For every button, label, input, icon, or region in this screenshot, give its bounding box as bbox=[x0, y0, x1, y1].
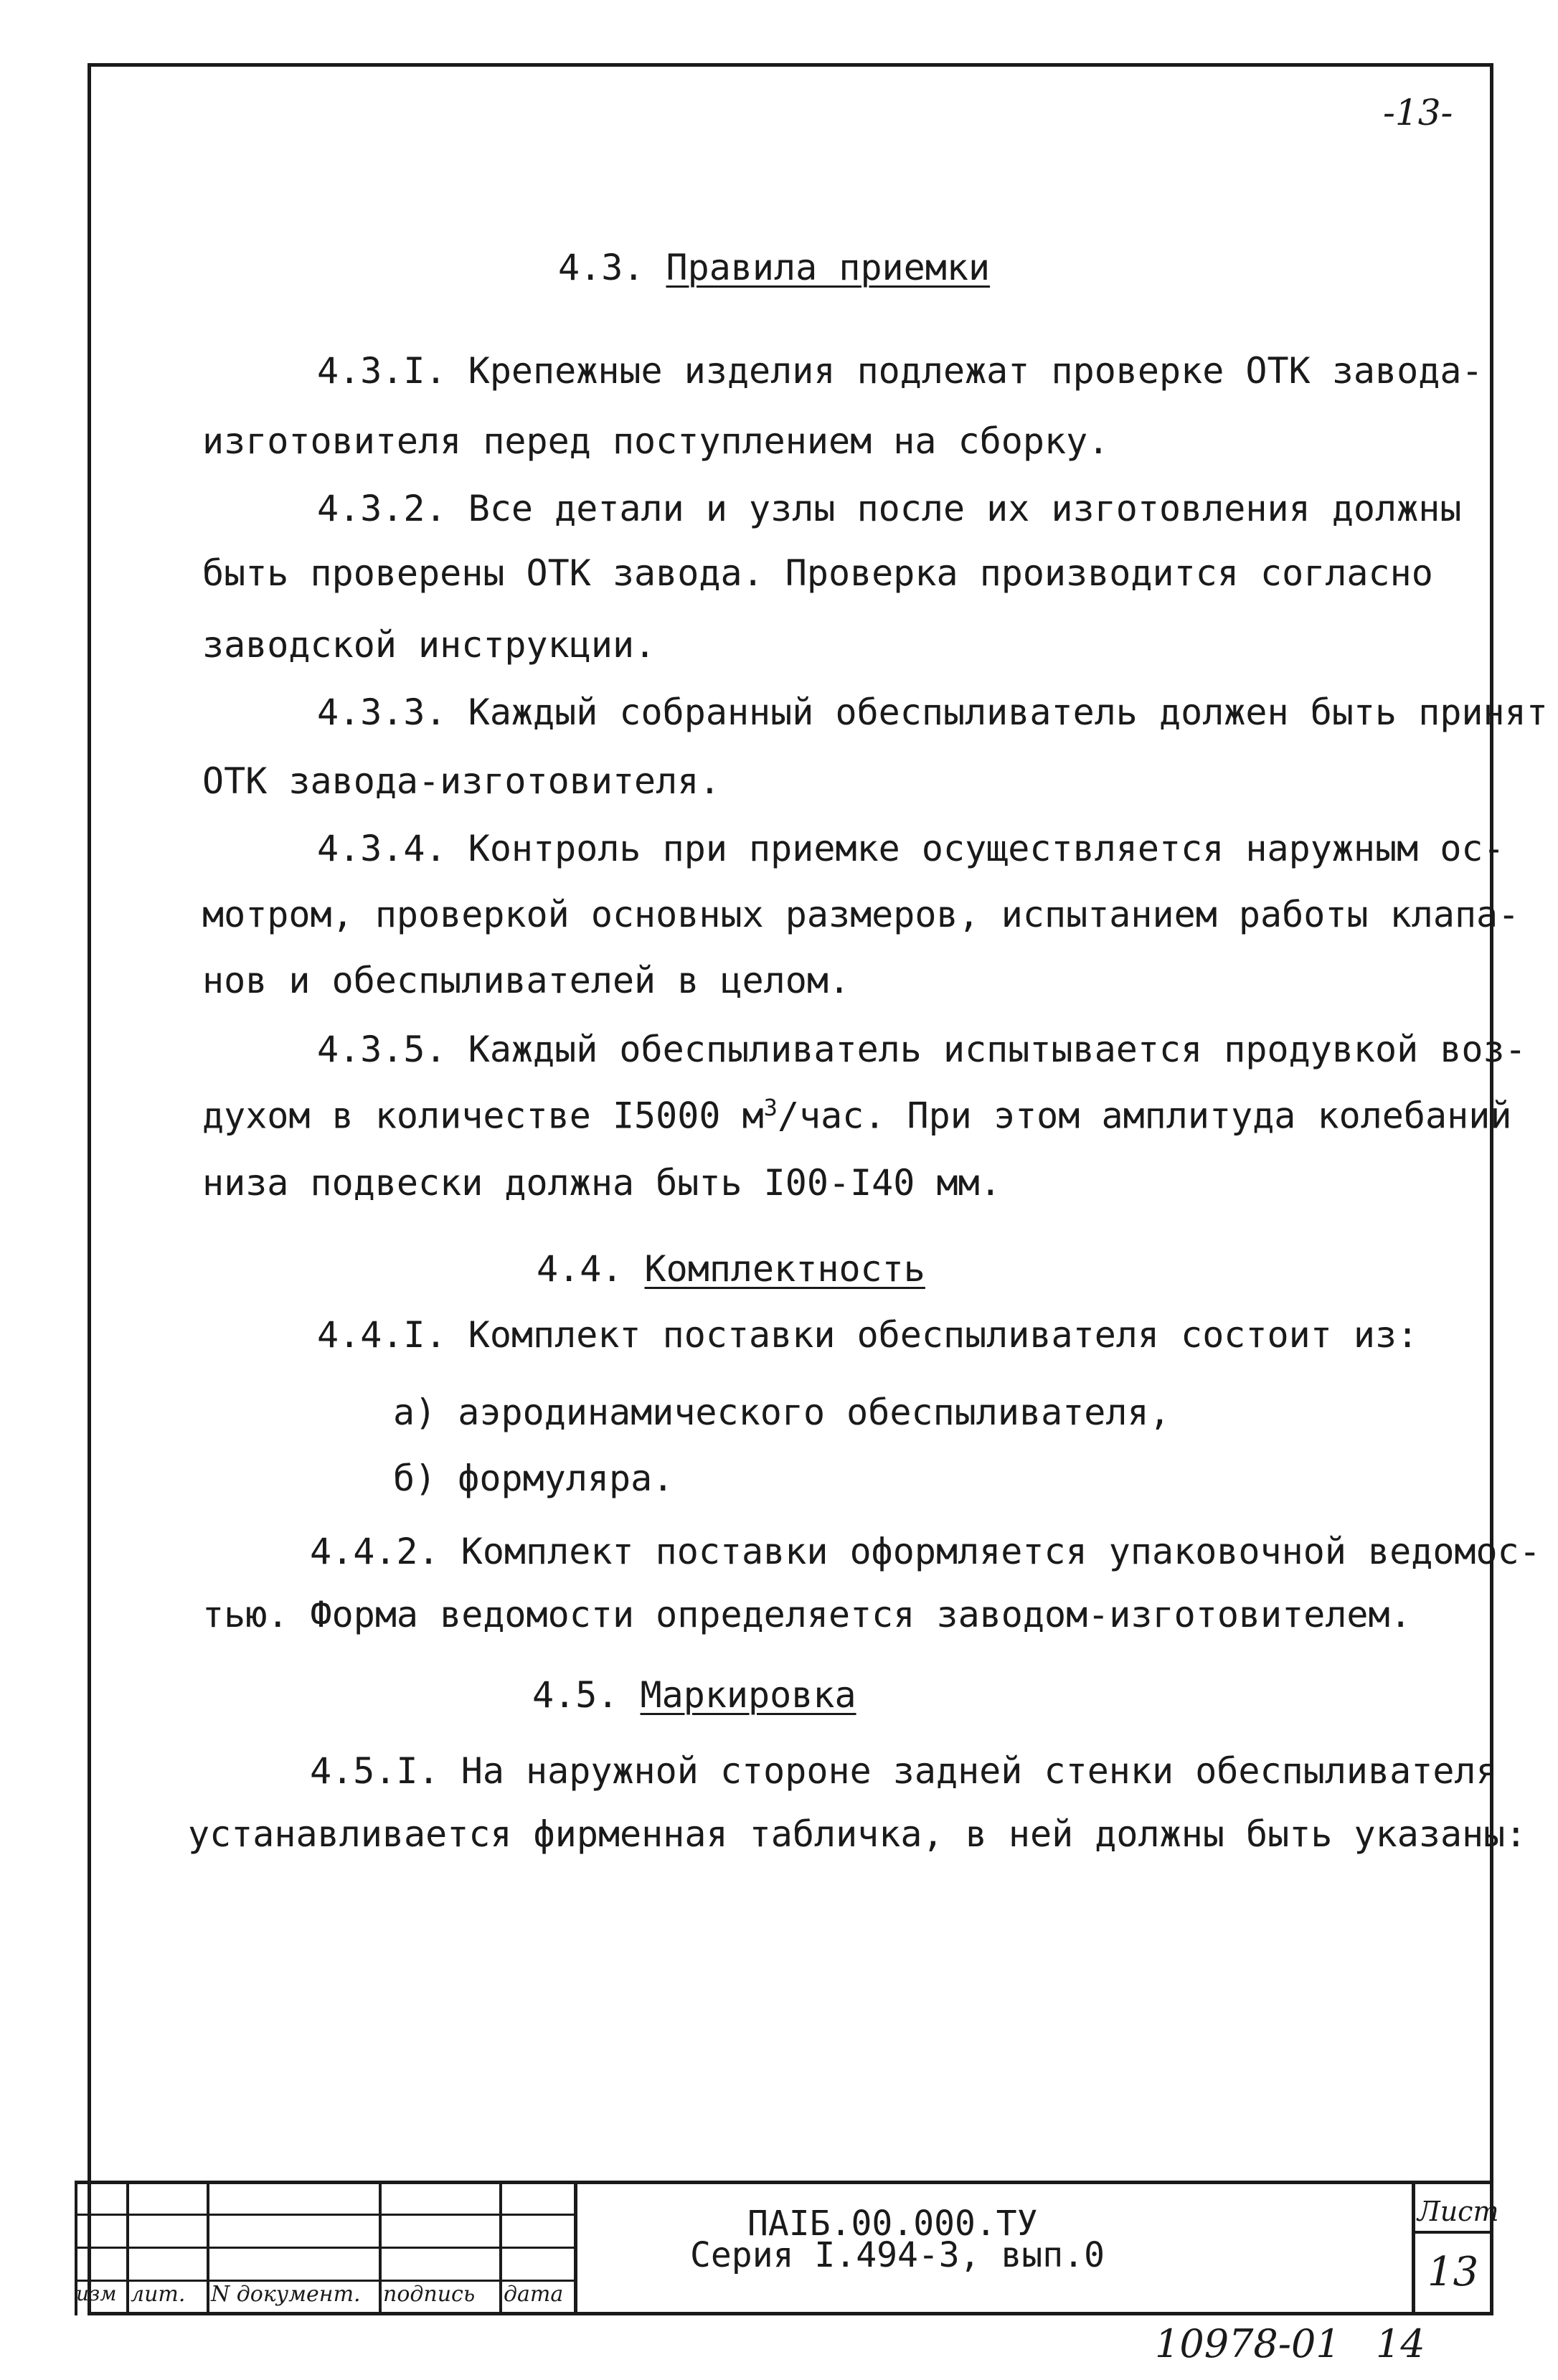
para-4-5-1-line-2: устанавливается фирменная табличка, в ней должны быть указаны: bbox=[188, 1813, 1527, 1855]
grid-line bbox=[499, 2181, 502, 2315]
sheet-number: 13 bbox=[1427, 2249, 1479, 2295]
para-4-3-5-line-1: 4.3.5. Каждый обеспыливатель испытывается продувкой воз- bbox=[317, 1029, 1526, 1070]
col-label-lit: лит. bbox=[131, 2282, 186, 2307]
col-label-signature: подпись bbox=[383, 2282, 476, 2307]
para-text: духом в количестве I5000 м bbox=[202, 1095, 764, 1137]
section-heading-4-3 bbox=[558, 247, 991, 288]
section-number: 4.3. bbox=[558, 247, 666, 288]
para-4-3-2-line-3: заводской инструкции. bbox=[202, 624, 656, 666]
para-4-3-3-line-2: ОТК завода-изготовителя. bbox=[202, 760, 721, 802]
para-4-3-3-line-1: 4.3.3. Каждый собранный обеспыливатель должен быть принят bbox=[317, 691, 1548, 733]
archive-page: 14 bbox=[1376, 2321, 1425, 2366]
series: Серия I.494-3, вып.0 bbox=[690, 2235, 1105, 2275]
para-4-5-1-line-1: 4.5.I. На наружной стороне задней стенки обеспыливателя bbox=[310, 1750, 1498, 1792]
section-title: Маркировка bbox=[640, 1674, 856, 1716]
col-label-document: N документ. bbox=[211, 2282, 361, 2307]
para-4-3-4-line-1: 4.3.4. Контроль при приемке осуществляется наружным ос- bbox=[317, 828, 1505, 869]
doc-code: ПАIБ.00.000.ТУ bbox=[747, 2204, 1038, 2244]
section-title: Комплектность bbox=[644, 1248, 925, 1290]
para-4-3-5-line-2 bbox=[202, 1094, 1512, 1137]
list-item-a: а) аэродинамического обеспыливателя, bbox=[393, 1392, 1171, 1433]
section-title: Правила приемки bbox=[666, 247, 991, 288]
col-label-izm: изм bbox=[76, 2282, 117, 2305]
section-number: 4.4. bbox=[537, 1248, 645, 1290]
para-4-3-1-line-1: 4.3.I. Крепежные изделия подлежат проверке ОТК завода- bbox=[317, 350, 1483, 392]
grid-line bbox=[126, 2181, 129, 2315]
para-4-4-2-line-2: тью. Форма ведомости определяется заводом-изготовителем. bbox=[202, 1594, 1412, 1635]
sheet-label: Лист bbox=[1417, 2196, 1499, 2227]
list-item-b: б) формуляра. bbox=[393, 1458, 674, 1499]
title-block-top-line bbox=[75, 2181, 1493, 2184]
para-4-3-2-line-2: быть проверены ОТК завода. Проверка производится согласно bbox=[202, 552, 1433, 594]
grid-line bbox=[207, 2181, 209, 2315]
superscript: 3 bbox=[763, 1094, 778, 1121]
archive-code: 10978-01 bbox=[1155, 2321, 1341, 2366]
para-4-4-2-line-1: 4.4.2. Комплект поставки оформляется упаковочной ведомос- bbox=[310, 1531, 1541, 1572]
para-4-3-1-line-2: изготовителя перед поступлением на сборку. bbox=[202, 420, 1110, 462]
grid-line bbox=[574, 2181, 577, 2315]
section-number: 4.5. bbox=[532, 1674, 641, 1716]
col-label-date: дата bbox=[504, 2282, 564, 2307]
para-4-4-1: 4.4.I. Комплект поставки обеспыливателя состоит из: bbox=[317, 1314, 1419, 1356]
para-4-3-4-line-3: нов и обеспыливателей в целом. bbox=[202, 960, 851, 1001]
section-heading-4-4 bbox=[537, 1248, 925, 1290]
grid-line bbox=[1412, 2181, 1415, 2315]
grid-line bbox=[379, 2181, 382, 2315]
para-text: /час. При этом амплитуда колебаний bbox=[777, 1095, 1512, 1137]
grid-line bbox=[1412, 2231, 1493, 2234]
para-4-3-5-line-3: низа подвески должна быть I00-I40 мм. bbox=[202, 1162, 1001, 1204]
page-number: -13- bbox=[1383, 92, 1453, 133]
para-4-3-2-line-1: 4.3.2. Все детали и узлы после их изготовления должны bbox=[317, 488, 1462, 529]
para-4-3-4-line-2: мотром, проверкой основных размеров, испытанием работы клапа- bbox=[202, 894, 1520, 935]
section-heading-4-5 bbox=[532, 1674, 856, 1716]
